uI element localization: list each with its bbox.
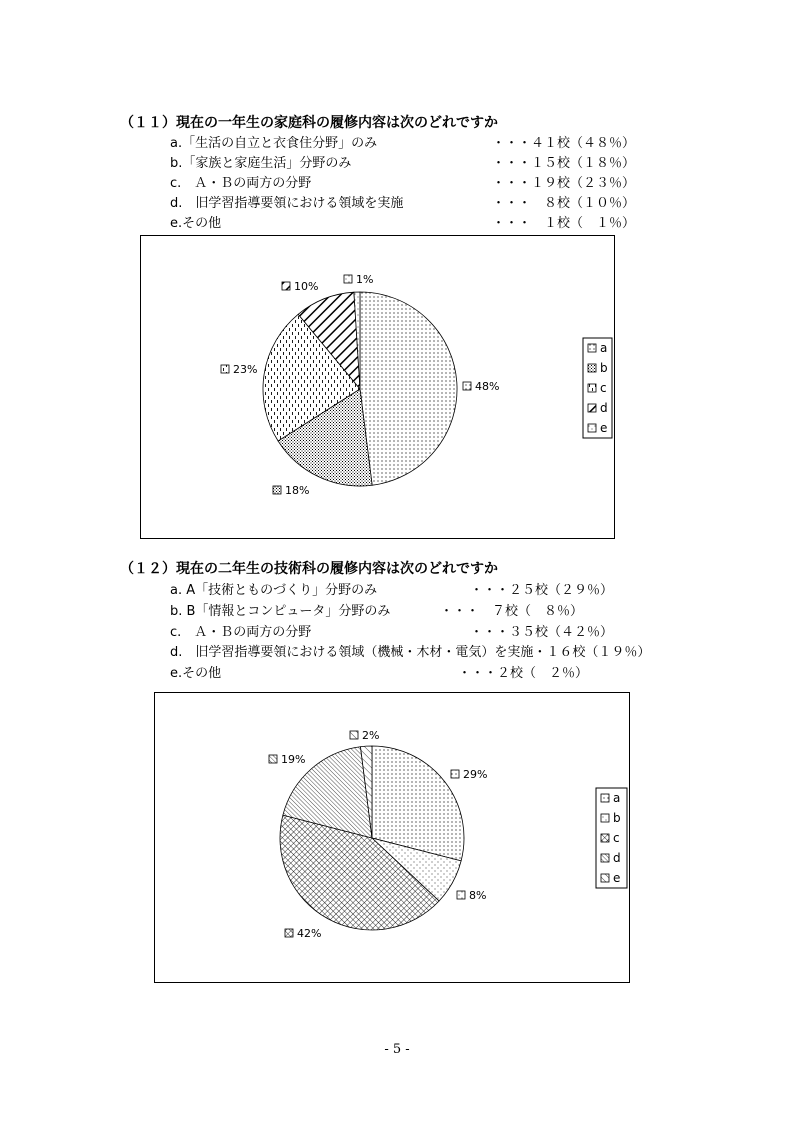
q11-value-b: ・・・１５校（１８％） xyxy=(492,156,636,171)
data-label-b xyxy=(457,889,486,902)
q12-option-b: b. B「情報とコンピュータ」分野のみ xyxy=(170,604,391,619)
q12-option-d: d. 旧学習指導要領における領域（機械・木材・電気）を実施・１６校（１９％） xyxy=(170,645,651,660)
q12-value-a: ・・・２５校（２９％） xyxy=(470,583,614,598)
svg-text:a: a xyxy=(613,791,621,805)
q12-option-a: a. A「技術とものづくり」分野のみ xyxy=(170,583,378,598)
question-11-title: （１１）現在の一年生の家庭科の履修内容は次のどれですか xyxy=(120,115,498,131)
svg-text:8%: 8% xyxy=(469,889,487,902)
svg-text:19%: 19% xyxy=(281,753,306,766)
svg-text:29%: 29% xyxy=(463,768,488,781)
svg-text:23%: 23% xyxy=(233,363,258,376)
q12-value-b: ・・・ ７校（ ８％） xyxy=(440,604,584,619)
q11-option-c: c. Ａ・Ｂの両方の分野 xyxy=(170,176,312,191)
pie-chart-q11 xyxy=(140,235,615,539)
svg-text:10%: 10% xyxy=(294,280,319,293)
svg-text:c: c xyxy=(613,831,620,845)
data-label-b xyxy=(273,484,309,497)
pie-chart-q12 xyxy=(154,692,630,983)
data-label-e xyxy=(344,273,373,286)
svg-text:d: d xyxy=(600,401,608,415)
q11-option-d: d. 旧学習指導要領における領域を実施 xyxy=(170,196,404,211)
svg-text:e: e xyxy=(600,421,608,435)
q11-value-d: ・・・ ８校（１０％） xyxy=(492,196,636,211)
q12-option-e: e.その他 xyxy=(170,666,222,681)
data-label-e xyxy=(350,729,379,742)
svg-text:b: b xyxy=(613,811,621,825)
q11-option-e: e.その他 xyxy=(170,216,222,231)
data-label-a xyxy=(463,380,499,393)
svg-text:c: c xyxy=(600,381,607,395)
q11-option-a: a.「生活の自立と衣食住分野」のみ xyxy=(170,136,378,151)
svg-text:48%: 48% xyxy=(475,380,500,393)
q12-value-c: ・・・３５校（４２％） xyxy=(470,625,614,640)
question-12-title: （１２）現在の二年生の技術科の履修内容は次のどれですか xyxy=(120,561,498,577)
q11-value-a: ・・・４１校（４８％） xyxy=(492,136,636,151)
data-label-d xyxy=(282,280,318,293)
pie-slice-a xyxy=(360,292,457,485)
svg-text:1%: 1% xyxy=(356,273,374,286)
svg-text:d: d xyxy=(613,851,621,865)
page-number: - 5 - xyxy=(384,1042,410,1057)
q12-value-e: ・・・２校（ ２％） xyxy=(458,666,589,681)
q11-option-b: b.「家族と家庭生活」分野のみ xyxy=(170,156,352,171)
svg-text:42%: 42% xyxy=(297,927,322,940)
legend-box xyxy=(583,338,612,438)
svg-text:a: a xyxy=(600,341,608,355)
data-label-d xyxy=(269,753,305,766)
q11-value-c: ・・・１９校（２３％） xyxy=(492,176,636,191)
data-label-a xyxy=(451,768,487,781)
q11-value-e: ・・・ １校（ １％） xyxy=(492,216,636,231)
data-label-c xyxy=(285,927,321,940)
svg-text:b: b xyxy=(600,361,608,375)
data-label-c xyxy=(221,363,257,376)
svg-text:2%: 2% xyxy=(362,729,380,742)
pie-chart-q11-svg xyxy=(141,236,614,538)
svg-text:18%: 18% xyxy=(285,484,310,497)
q12-option-c: c. Ａ・Ｂの両方の分野 xyxy=(170,625,312,640)
svg-text:e: e xyxy=(613,871,621,885)
pie-chart-q12-svg xyxy=(155,693,629,982)
